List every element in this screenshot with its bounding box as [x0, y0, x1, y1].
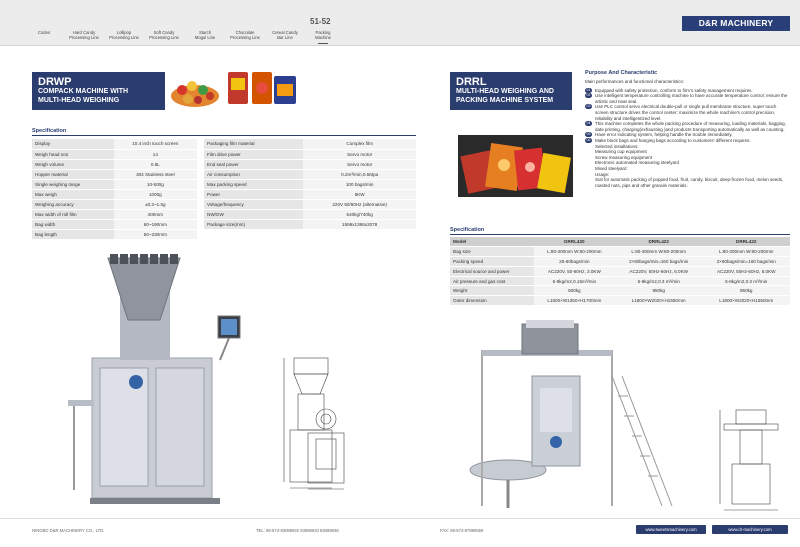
left-spec-divider: [32, 135, 416, 136]
footer-url-dr[interactable]: www.dr-machinery.com: [712, 525, 788, 534]
spec-header-cell: DRRL420: [534, 237, 615, 247]
purpose-number-badge: 01: [586, 87, 591, 92]
spec-row: [32, 209, 197, 219]
page-numbers: 51-52: [310, 17, 331, 26]
spec-header-row: [450, 237, 790, 247]
spec-row: [450, 296, 790, 306]
spec-key: Weighing accuracy: [32, 199, 114, 209]
spec-value: 304 Stainless steel: [114, 169, 197, 179]
purpose-number-badge: 03: [586, 104, 591, 109]
drrl-subtitle-1: MULTI-HEAD WEIGHING AND: [456, 88, 554, 95]
purpose-item-text: Make block bags and hanging bags according to customers' different requires.: [595, 137, 751, 143]
purpose-section: [585, 70, 790, 188]
spec-value: 1000g: [114, 189, 197, 199]
spec-value: 100 bags/min: [303, 179, 416, 189]
spec-value: 950kg: [702, 286, 790, 296]
purpose-item-text: Use PLC control servo electrical double-pull or single pull membrane structure, super touch screen structure drives the control center; maximize the whole machine's control precision, reliability and intelligentized level.: [595, 104, 777, 121]
footer-tel: TEL: 86-574-83088932 83088933 83088936: [256, 528, 339, 533]
spec-header-cell: DRRL422: [615, 237, 703, 247]
spec-row: [32, 199, 197, 209]
spec-key: Film drive power: [204, 149, 303, 159]
spec-value: 50~230mm: [114, 229, 197, 239]
spec-row: [32, 229, 197, 239]
spec-value: 2×60bags/min=160 bags/min: [615, 257, 703, 267]
purpose-item-text: This machine completes the whole packing procedure of measuring, loading materials, bagging, date printing, charging(exhausting )and products transporting automatically as well as counting.: [595, 121, 786, 132]
spec-value: AC220V, 50-60Hz, 3.0KW: [534, 266, 615, 276]
nav-item-soft-candy[interactable]: Soft Candy Processing Line: [149, 30, 179, 40]
spec-value: L1800×W2020×H1550mm: [615, 296, 703, 306]
spec-value: 1596x1386x2078: [303, 219, 416, 229]
drrl-drawing: [716, 406, 786, 514]
spec-value: Servo motor: [303, 159, 416, 169]
spec-header-cell: DRRL422: [702, 237, 790, 247]
spec-row: [32, 219, 197, 229]
purpose-item: [585, 138, 790, 144]
purpose-extra-line: Measuring cup equipment: [595, 149, 647, 155]
spec-key: Packing speed: [450, 257, 534, 267]
nav-item-packing-machine[interactable]: Packing Machine: [315, 30, 331, 40]
spec-key: Weight: [450, 286, 534, 296]
purpose-item: [585, 93, 790, 104]
spec-row: [204, 139, 416, 149]
spec-key: Packaging film material: [204, 139, 303, 149]
right-spec-heading: Specification: [450, 227, 485, 233]
purpose-extra-line: Usage:: [595, 171, 610, 177]
spec-value: 220V 50/60Hz (alternative): [303, 199, 416, 209]
spec-value: 10.4 inch touch screen: [114, 139, 197, 149]
purpose-extra-line: Screw measuring equipment: [595, 154, 653, 160]
spec-row: [450, 286, 790, 296]
spec-key: Bag size: [450, 247, 534, 257]
spec-table-b: [204, 139, 416, 230]
nav-item-codes[interactable]: Codes: [37, 30, 51, 35]
spec-value: 5KW: [303, 189, 416, 199]
spec-row: [450, 276, 790, 286]
purpose-intro: Main performances and functional characteristics:: [585, 79, 685, 84]
spec-row: [204, 199, 416, 209]
spec-row: [204, 189, 416, 199]
spec-row: [32, 159, 197, 169]
purpose-number-badge: 04: [586, 121, 591, 126]
footer-company: NINGBO D&R MACHINERY CO., LTD.: [32, 528, 105, 533]
spec-value: Complex film: [303, 139, 416, 149]
snack-packages-image: [458, 135, 573, 197]
purpose-heading: Purpose And Characteristic: [585, 70, 658, 76]
spec-row: [204, 219, 416, 229]
footer-url-sweets[interactable]: www.sweetsmachinery.com: [636, 525, 706, 534]
spec-key: NW/GW: [204, 209, 303, 219]
spec-key: Max weigh: [32, 189, 114, 199]
purpose-number-badge: 02: [586, 93, 591, 98]
nav-item-chocolate[interactable]: Chocolate Processing Line: [230, 30, 260, 40]
nav-item-hard-candy[interactable]: Hard Candy Processing Line: [69, 30, 99, 40]
drrl-title-box: [450, 72, 572, 110]
spec-key: Hopper material: [32, 169, 114, 179]
active-nav-indicator: [318, 43, 328, 44]
spec-key: Outer dimension: [450, 296, 534, 306]
spec-value: 6-8kg/m2,0.3 m³/min: [615, 276, 703, 286]
spec-key: Max packing speed: [204, 179, 303, 189]
spec-value: AC220V, 50Hz-60Hz, 6.0KW: [702, 266, 790, 276]
spec-row: [32, 179, 197, 189]
left-spec-heading: Specification: [32, 128, 67, 134]
spec-row: [204, 179, 416, 189]
purpose-number-badge: 06: [586, 137, 591, 142]
spec-value: 2×60bags/min=160 bags/min: [702, 257, 790, 267]
spec-value: 0.8L: [114, 159, 197, 169]
spec-key: Display: [32, 139, 114, 149]
spec-key: Power: [204, 189, 303, 199]
spec-value: L:80-300mm W:80-200mm: [534, 247, 615, 257]
drwp-drawing-side: [296, 405, 356, 495]
spec-value: L:80-300mm W:80-200mm: [615, 247, 703, 257]
spec-value: Servo motor: [303, 149, 416, 159]
purpose-extra-line: Electronic automated measuring steelyard: [595, 160, 680, 166]
purpose-number-badge: 05: [586, 132, 591, 137]
spec-value: L1800×W2020×H1550mm: [702, 296, 790, 306]
spec-key: Bag length: [32, 229, 114, 239]
spec-key: Weigh volume: [32, 159, 114, 169]
spec-value: 25-60bags/min: [534, 257, 615, 267]
purpose-extra-line: Selected installations:: [595, 143, 639, 149]
spec-key: Bag width: [32, 219, 114, 229]
spec-value: 10-500g: [114, 179, 197, 189]
drrl-subtitle-2: PACKING MACHINE SYSTEM: [456, 96, 554, 104]
drrl-system-image: [462, 316, 677, 516]
drwp-machine-image: [60, 250, 260, 512]
purpose-extra-line: Mixed steelyard: [595, 165, 627, 171]
purpose-item-text: Use intelligent temperature controlling machine to have accurate temperature control; ensure the artistic and neat seal.: [595, 93, 788, 104]
top-nav: [0, 0, 800, 46]
drwp-subtitle-2: MULTI-HEAD WEIGHING: [38, 96, 120, 104]
spec-row: [32, 189, 197, 199]
spec-row: [450, 266, 790, 276]
spec-key: Air consumption: [204, 169, 303, 179]
drwp-title: DRWP: [38, 76, 72, 88]
spec-table-a: [32, 139, 197, 240]
spec-key: Electrical source and power: [450, 266, 534, 276]
spec-key: Single weighing range: [32, 179, 114, 189]
spec-row: [204, 169, 416, 179]
purpose-item-text: Equipped with safety protection, conform to firm's safety management requires.: [595, 87, 753, 93]
right-spec-divider: [450, 234, 790, 235]
purpose-extra: [585, 144, 790, 189]
spec-value: ±0.3~1.5g: [114, 199, 197, 209]
spec-key: Air pressure and gas cost: [450, 276, 534, 286]
spec-value: 400mm: [114, 209, 197, 219]
spec-value: 6-8kg/m2,0.3 m³/min: [702, 276, 790, 286]
purpose-item: [585, 104, 790, 121]
spec-key: Max width of roll film: [32, 209, 114, 219]
spec-value: AC220V, 50Hz-60Hz, 6.0KW: [615, 266, 703, 276]
candy-pile-image: [171, 81, 219, 107]
spec-value: 60~190mm: [114, 219, 197, 229]
spec-row: [32, 149, 197, 159]
spec-header-cell: Model: [450, 237, 534, 247]
spec-value: 950kg: [615, 286, 703, 296]
purpose-item: [585, 121, 790, 132]
spec-row: [32, 139, 197, 149]
spec-row: [204, 149, 416, 159]
spec-value: 0.2m³/min,0.6Mpa: [303, 169, 416, 179]
spec-value: 6-8kg/m2,0.15m³/min: [534, 276, 615, 286]
spec-row: [204, 159, 416, 169]
drrl-title: DRRL: [456, 76, 487, 88]
purpose-item-text: Have error indicating system, helping handle the trouble immediately.: [595, 132, 733, 138]
spec-value: L:80-300mm W:80-200mm: [702, 247, 790, 257]
footer: [0, 518, 800, 547]
nav-item-lollipop[interactable]: Lollipop Processing Line: [109, 30, 139, 40]
spec-value: 540kg/740kg: [303, 209, 416, 219]
spec-value: L1600×W1350×H1700mm: [534, 296, 615, 306]
footer-fax: FAX: 86-574-87889559: [440, 528, 484, 533]
drwp-title-box: [32, 72, 165, 110]
drwp-subtitle-1: COMPACK MACHINE WITH: [38, 88, 129, 95]
spec-key: Weigh head nos: [32, 149, 114, 159]
spec-row: [204, 209, 416, 219]
spec-row: [32, 169, 197, 179]
purpose-list: [585, 88, 790, 144]
nav-item-starch-mogul[interactable]: Starch Mogul Line: [194, 30, 216, 40]
product-bags-image: [170, 66, 300, 110]
purpose-extra-line: Suit for automatic packing of popped food, fruit, candy, biscuit, deep-frozen food, melon seeds, roasted nuts, pips and other granule materials.: [595, 177, 784, 188]
spec-key: Package size(mm): [204, 219, 303, 229]
spec-row: [450, 247, 790, 257]
spec-value: 500kg: [534, 286, 615, 296]
nav-item-cereal-bar[interactable]: Cereal Candy Bar Line: [272, 30, 298, 40]
spec-value: 14: [114, 149, 197, 159]
spec-key: End seal power: [204, 159, 303, 169]
spec-key: Voltage/frequency: [204, 199, 303, 209]
spec-table-drrl: [450, 237, 790, 306]
brand-badge: D&R MACHINERY: [682, 16, 790, 31]
spec-row: [450, 257, 790, 267]
